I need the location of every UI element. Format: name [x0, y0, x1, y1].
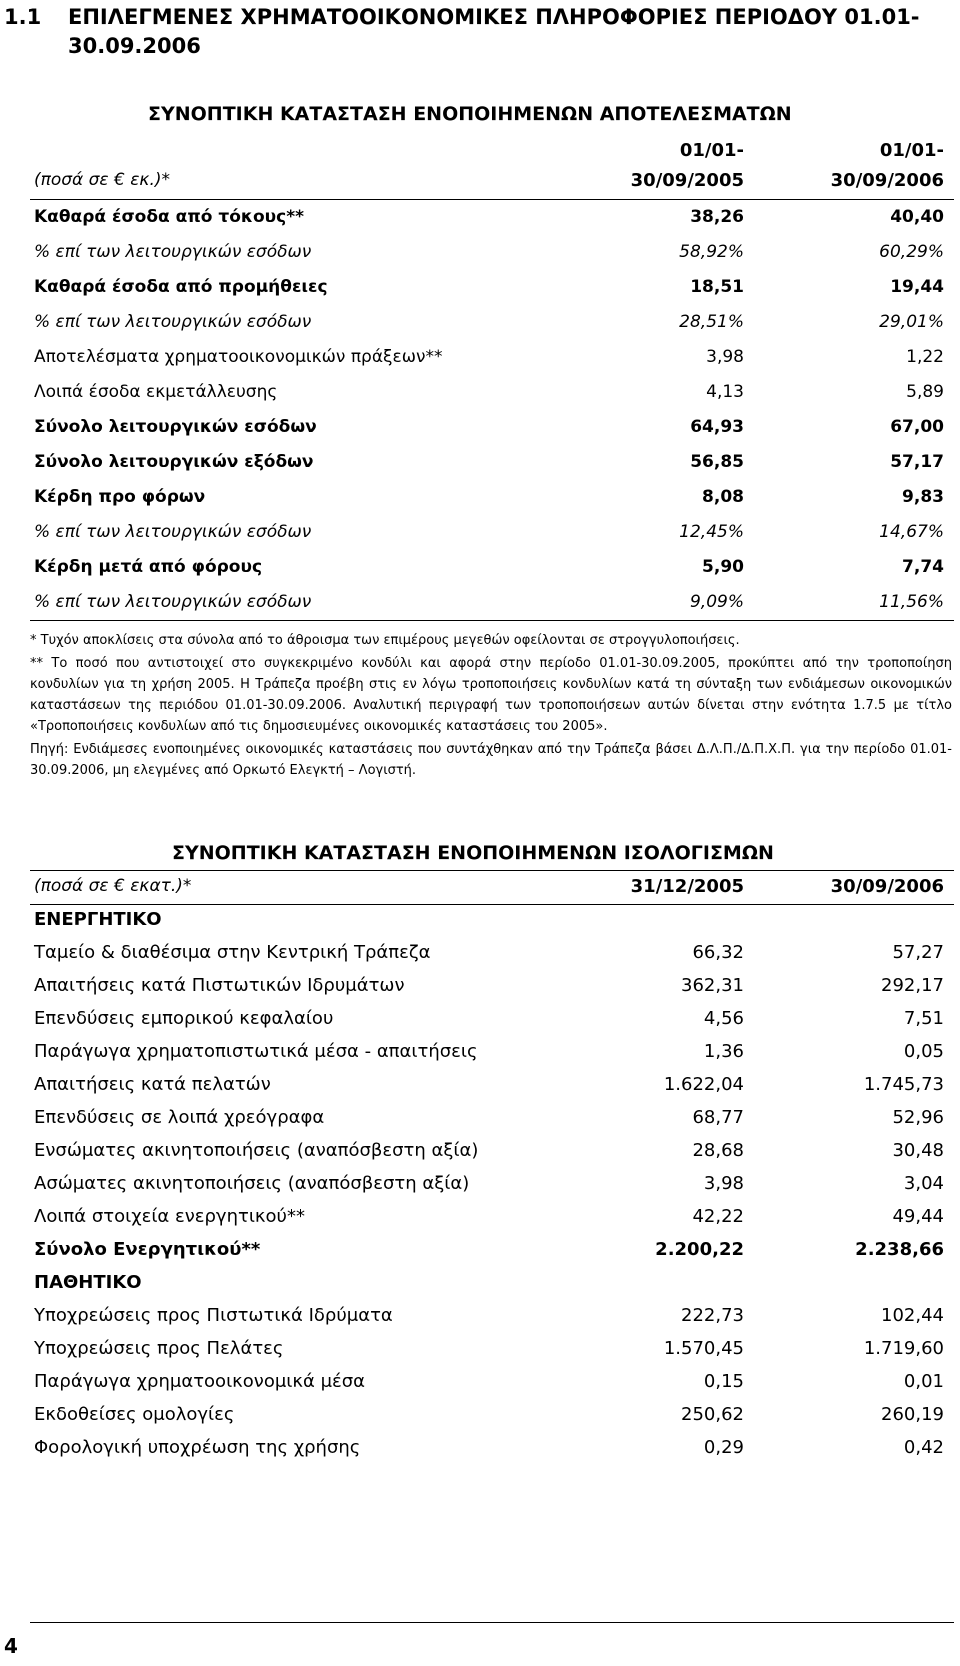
row-value-2005: 1,36 — [703, 1041, 744, 1062]
row-value-2006: 49,44 — [892, 1206, 944, 1227]
income-col1-top: 01/01- — [679, 140, 744, 161]
income-unit-label: (ποσά σε € εκ.)* — [34, 170, 170, 190]
row-value-2005: 4,13 — [706, 382, 744, 402]
page-number: 4 — [4, 1634, 18, 1658]
section-number: 1.1 — [4, 5, 42, 29]
row-value-2006: 19,44 — [890, 277, 944, 297]
row-label: Σύνολο λειτουργικών εξόδων — [34, 452, 314, 472]
income-statement-table — [30, 136, 954, 612]
row-value-2006: 40,40 — [890, 207, 944, 227]
row-value-2005: 3,98 — [706, 347, 744, 367]
row-label: Καθαρά έσοδα από προμήθειες — [34, 277, 328, 297]
section-title-line2: 30.09.2006 — [68, 34, 201, 58]
table-row — [30, 1003, 954, 1036]
table-row — [30, 1432, 954, 1465]
table-row — [30, 375, 954, 410]
row-label: Υποχρεώσεις προς Πελάτες — [34, 1338, 284, 1359]
table-row — [30, 585, 954, 620]
row-value-2005: 58,92% — [679, 242, 744, 262]
row-label: Επενδύσεις εμπορικού κεφαλαίου — [34, 1008, 334, 1029]
table-row — [30, 305, 954, 340]
row-value-2005: 4,56 — [703, 1008, 744, 1029]
income-statement-title: ΣΥΝΟΠΤΙΚΗ ΚΑΤΑΣΤΑΣΗ ΕΝΟΠΟΙΗΜΕΝΩΝ ΑΠΟΤΕΛΕΣΜΑΤΩΝ — [148, 103, 792, 125]
row-value-2005: 5,90 — [702, 557, 744, 577]
row-value-2006: 30,48 — [892, 1140, 944, 1161]
row-label: Σύνολο Ενεργητικού** — [34, 1239, 261, 1260]
row-label: % επί των λειτουργικών εσόδων — [34, 592, 312, 612]
row-value-2005: 28,68 — [692, 1140, 744, 1161]
row-value-2006: 0,42 — [903, 1437, 944, 1458]
row-value-2005: 0,29 — [703, 1437, 744, 1458]
row-label: Φορολογική υποχρέωση της χρήσης — [34, 1437, 361, 1458]
row-value-2006: 7,74 — [902, 557, 944, 577]
row-value-2005: 222,73 — [681, 1305, 744, 1326]
table-row — [30, 340, 954, 375]
row-value-2006: 5,89 — [906, 382, 944, 402]
row-value-2006: 1.745,73 — [863, 1074, 944, 1095]
section-title-line1: ΕΠΙΛΕΓΜΕΝΕΣ ΧΡΗΜΑΤΟΟΙΚΟΝΟΜΙΚΕΣ ΠΛΗΡΟΦΟΡΙΕΣ ΠΕΡΙΟΔΟΥ 01.01- — [68, 5, 920, 29]
row-value-2005: 12,45% — [679, 522, 744, 542]
table-row — [30, 410, 954, 445]
table-row — [30, 235, 954, 270]
balance-sheet-table — [30, 870, 954, 1458]
row-value-2005: 64,93 — [690, 417, 744, 437]
row-value-2006: 57,27 — [892, 942, 944, 963]
table-row — [30, 1333, 954, 1366]
balance-unit-label: (ποσά σε € εκατ.)* — [34, 876, 192, 896]
row-value-2005: 2.200,22 — [655, 1239, 744, 1260]
row-value-2005: 3,98 — [703, 1173, 744, 1194]
row-value-2006: 102,44 — [881, 1305, 944, 1326]
row-value-2006: 2.238,66 — [855, 1239, 944, 1260]
balance-header-row — [30, 870, 954, 904]
income-col1-bottom: 30/09/2005 — [630, 170, 744, 191]
balance-rows — [30, 904, 954, 1465]
row-value-2005: 9,09% — [689, 592, 744, 612]
table-row — [30, 480, 954, 515]
row-value-2006: 60,29% — [879, 242, 944, 262]
table-row — [30, 1168, 954, 1201]
row-value-2006: 0,01 — [903, 1371, 944, 1392]
row-label: Απαιτήσεις κατά Πιστωτικών Ιδρυμάτων — [34, 975, 405, 996]
row-label: Ταμείο & διαθέσιμα στην Κεντρική Τράπεζα — [34, 942, 431, 963]
table-row — [30, 550, 954, 585]
row-value-2005: 362,31 — [681, 975, 744, 996]
row-value-2006: 7,51 — [903, 1008, 944, 1029]
row-value-2005: 8,08 — [702, 487, 744, 507]
row-value-2006: 0,05 — [903, 1041, 944, 1062]
income-col2-bottom: 30/09/2006 — [830, 170, 944, 191]
row-label: ΠΑΘΗΤΙΚΟ — [34, 1272, 142, 1293]
table-row — [30, 937, 954, 970]
row-value-2006: 57,17 — [890, 452, 944, 472]
row-value-2006: 260,19 — [881, 1404, 944, 1425]
row-label: Ασώματες ακινητοποιήσεις (αναπόσβεστη αξία) — [34, 1173, 470, 1194]
table-row — [30, 1069, 954, 1102]
income-header-row-2 — [30, 166, 954, 198]
row-value-2005: 18,51 — [690, 277, 744, 297]
footnote-source: Πηγή: Ενδιάμεσες ενοποιημένες οικονομικές καταστάσεις που συντάχθηκαν από την Τράπεζα βάσει Δ.Λ.Π./Δ.Π.Χ.Π. για την περίοδο 01.01-30.09.2006, μη ελεγμένες από Ορκωτό Ελεγκτή – Λογιστή. — [30, 742, 952, 778]
row-value-2005: 1.622,04 — [663, 1074, 744, 1095]
row-label: Απαιτήσεις κατά πελατών — [34, 1074, 271, 1095]
row-label: Παράγωγα χρηματοπιστωτικά μέσα - απαιτήσεις — [34, 1041, 478, 1062]
table-row — [30, 515, 954, 550]
table-row — [30, 1036, 954, 1069]
table-row — [30, 1366, 954, 1399]
table-row — [30, 1135, 954, 1168]
table-row — [30, 200, 954, 235]
row-value-2006: 52,96 — [892, 1107, 944, 1128]
income-col2-top: 01/01- — [879, 140, 944, 161]
row-label: Λοιπά έσοδα εκμετάλλευσης — [34, 382, 278, 402]
row-value-2005: 66,32 — [692, 942, 744, 963]
row-label: Σύνολο λειτουργικών εσόδων — [34, 417, 317, 437]
balance-col1-header: 31/12/2005 — [630, 876, 744, 897]
row-label: % επί των λειτουργικών εσόδων — [34, 522, 312, 542]
row-value-2005: 42,22 — [692, 1206, 744, 1227]
row-value-2005: 68,77 — [692, 1107, 744, 1128]
row-value-2006: 3,04 — [903, 1173, 944, 1194]
footnote-rounding: * Τυχόν αποκλίσεις στα σύνολα από το άθροισμα των επιμέρους μεγεθών οφείλονται σε στρογγυλοποιήσεις. — [30, 633, 740, 648]
row-label: ΕΝΕΡΓΗΤΙΚΟ — [34, 909, 162, 930]
row-label: Κέρδη μετά από φόρους — [34, 557, 263, 577]
row-value-2005: 28,51% — [679, 312, 744, 332]
row-value-2006: 1,22 — [906, 347, 944, 367]
row-label: Καθαρά έσοδα από τόκους** — [34, 207, 304, 227]
income-header-row-1 — [30, 136, 954, 166]
row-label: % επί των λειτουργικών εσόδων — [34, 312, 312, 332]
row-label: Λοιπά στοιχεία ενεργητικού** — [34, 1206, 305, 1227]
row-value-2006: 14,67% — [879, 522, 944, 542]
row-label: Παράγωγα χρηματοοικονομικά μέσα — [34, 1371, 366, 1392]
table-row — [30, 1102, 954, 1135]
row-value-2005: 1.570,45 — [663, 1338, 744, 1359]
table-row — [30, 1300, 954, 1333]
row-value-2006: 1.719,60 — [863, 1338, 944, 1359]
row-label: Κέρδη προ φόρων — [34, 487, 206, 507]
liabilities-section-header — [30, 1267, 954, 1300]
footnote-restatement: ** Το ποσό που αντιστοιχεί στο συγκεκριμένο κονδύλι και αφορά στην περίοδο 01.01-30.09.2005, προκύπτει από την τροποποίηση κονδυλίων για τη χρήση 2005. Η Τράπεζα προέβη στις εν λόγω τροποποιήσεις κονδυλίων κατά τη σύνταξη των ενδιάμεσων οικονομικών καταστάσεων της περιόδου 01.01-30.09.2006. Αναλυτική περιγραφή των τροποποιήσεων αυτών δίνεται στην ενότητα 1.7.5 με τίτλο «Τροποποιήσεις κονδυλίων από τις δημοσιευμένες οικονομικές καταστάσεις του 2005». — [30, 656, 952, 734]
row-value-2005: 38,26 — [690, 207, 744, 227]
balance-col2-header: 30/09/2006 — [830, 876, 944, 897]
table-row — [30, 1399, 954, 1432]
row-value-2006: 67,00 — [890, 417, 944, 437]
footnotes — [30, 630, 952, 781]
row-label: Αποτελέσματα χρηματοοικονομικών πράξεων** — [34, 347, 443, 367]
income-bottom-rule — [30, 620, 954, 621]
assets-total-row — [30, 1234, 954, 1267]
assets-section-header — [30, 904, 954, 937]
row-label: % επί των λειτουργικών εσόδων — [34, 242, 312, 262]
row-label: Επενδύσεις σε λοιπά χρεόγραφα — [34, 1107, 325, 1128]
table-row — [30, 1201, 954, 1234]
row-value-2005: 250,62 — [681, 1404, 744, 1425]
page-bottom-rule — [30, 1622, 954, 1623]
table-row — [30, 445, 954, 480]
income-rows — [30, 200, 954, 620]
row-label: Ενσώματες ακινητοποιήσεις (αναπόσβεστη αξία) — [34, 1140, 479, 1161]
row-value-2006: 29,01% — [879, 312, 944, 332]
row-value-2005: 0,15 — [703, 1371, 744, 1392]
row-label: Υποχρεώσεις προς Πιστωτικά Ιδρύματα — [34, 1305, 393, 1326]
row-value-2005: 56,85 — [690, 452, 744, 472]
row-value-2006: 11,56% — [879, 592, 944, 612]
row-value-2006: 292,17 — [881, 975, 944, 996]
table-row — [30, 270, 954, 305]
row-label: Εκδοθείσες ομολογίες — [34, 1404, 235, 1425]
table-row — [30, 970, 954, 1003]
balance-sheet-title: ΣΥΝΟΠΤΙΚΗ ΚΑΤΑΣΤΑΣΗ ΕΝΟΠΟΙΗΜΕΝΩΝ ΙΣΟΛΟΓΙΣΜΩΝ — [172, 842, 774, 864]
row-value-2006: 9,83 — [902, 487, 944, 507]
